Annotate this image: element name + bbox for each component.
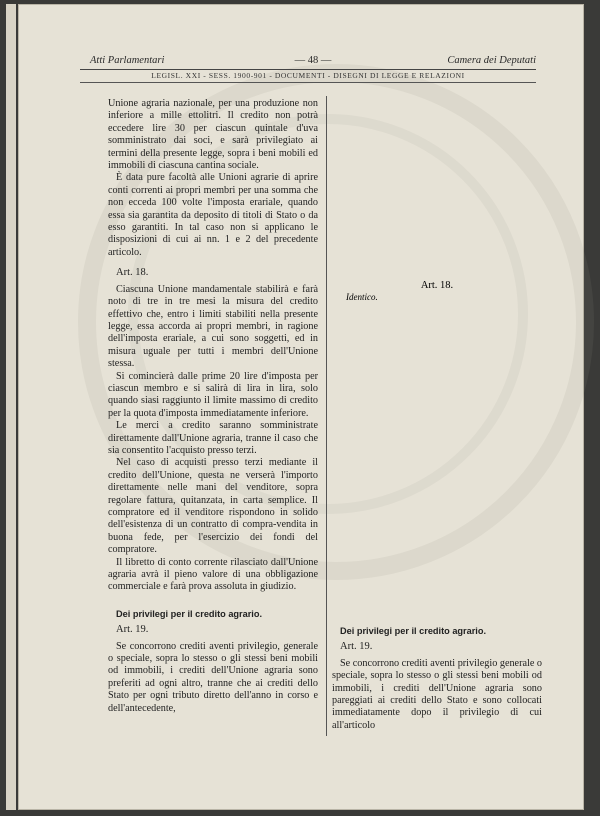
section-title: Dei privilegi per il credito agrario. [340,626,487,636]
page-edge [6,4,16,810]
running-header [90,55,536,69]
left-column [108,98,318,715]
subheader-rule [80,82,536,83]
article-heading: Art. 19. [116,624,149,636]
section-title: Dei privilegi per il credito agrario. [116,608,263,619]
header-left: Atti Parlamentari [90,55,165,66]
paragraph: Ciascuna Unione mandamentale stabilirà e farà noto di tre in tre mesi la misura del credito effettivo che, entro i limiti stabiliti nella presente legge, essa accorda ai propri membri, in ragione dell'imposta erariale, a cui sono soggetti, ed in misura uguale per tutti i membri dell'Unione stessa. [108,283,318,370]
right-article-18 [332,280,542,291]
paragraph: Nel caso di acquisti presso terzi mediante il credito dell'Unione, questa ne verserà l'importo direttamente nelle mani del venditore, sopra regolare fattura, quitanzata, in carta semplice. Il compratore ed il venditore rispondono in solido dell'esistenza di un contratto di compra-vendita in buona fede, per l'esercizio dei fondi del compratore. [108,457,318,556]
paragraph: Si comincierà dalle prime 20 lire d'imposta per ciascun membro e si salirà di lira in lira, solo quando siasi raggiunto il limite massimo di credito per la quota d'imposta immediatamente inferiore. [108,370,318,419]
paragraph: È data pure facoltà alle Unioni agrarie di aprire conti correnti ai propri membri per una somma che non ecceda 100 volte l'imposta erariale, quando essa sia garantita da deposito di titoli di Stato o da esso garantiti. In tal caso non si applicano le disposizioni di cui ai nn. 1 e 2 del precedente articolo. [108,172,318,258]
page-number: — 48 — [294,55,332,66]
right-column-bottom [332,625,542,732]
paragraph: Se concorrono crediti aventi privilegio, generale o speciale, sopra lo stesso o gli stessi beni mobili od immobili, i crediti dell'Unione agraria sono preferiti ad ogni altro, tranne che ai crediti dello Stato per ogni tributo diretto dell'anno in corso e dell'antecedente, [108,640,318,714]
article-heading: Art. 18. [116,267,149,279]
paragraph: Unione agraria nazionale, per una produzione non inferiore a mille ettolitri. Il credito non potrà eccedere lire 30 per ciascun quintale d'uva somministrato dai soci, e sarà privilegiato ai termini della presente legge, sopra i beni mobili ed immobili di ciascuna cantina sociale. [108,98,318,172]
paragraph: Se concorrono crediti aventi privilegio generale o speciale, sopra lo stesso o gli stessi beni mobili od immobili, i crediti dell'Unione agraria sono pareggiati ai crediti dello Stato e sono collocati immediatamente dopo il privilegio di cui all'articolo [332,657,542,731]
article-heading: Art. 18. [420,280,454,291]
header-rule [80,69,536,70]
identico-note: Identico. [346,292,378,302]
header-right: Camera dei Deputati [447,55,536,66]
column-divider [326,96,327,736]
legislature-subheader: LEGISL. XXI - SESS. 1900-901 - DOCUMENTI - DISEGNI DI LEGGE E RELAZIONI [151,71,465,80]
paragraph: Il libretto di conto corrente rilasciato dall'Unione agraria avrà il pieno valore di una obbligazione commerciale e farà prova assoluta in giudizio. [108,556,318,593]
paragraph: Le merci a credito saranno somministrate direttamente dall'Unione agraria, tranne il caso che sia consentito l'acquisto presso terzi. [108,420,318,456]
article-heading: Art. 19. [340,641,373,653]
